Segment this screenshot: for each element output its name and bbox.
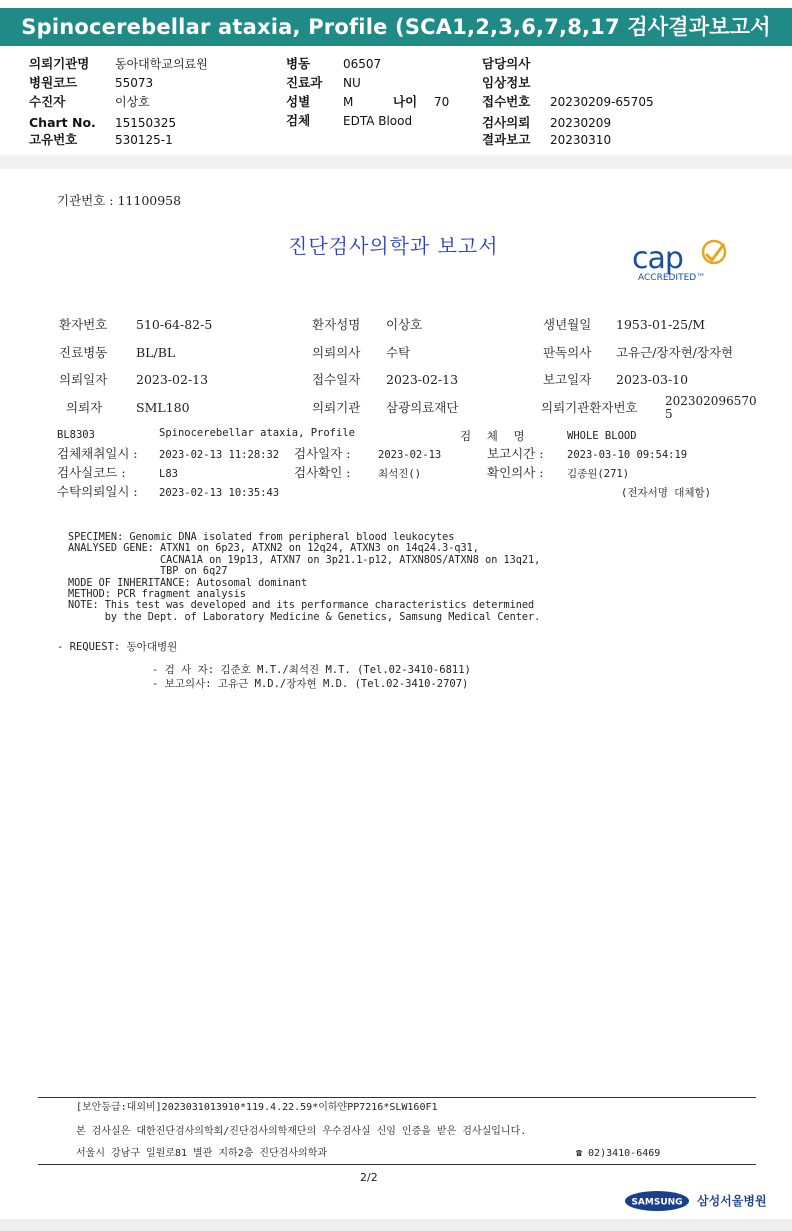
header-value-chart-no: 15150325 <box>115 116 177 130</box>
staff-tester-line: - 검 사 자: 김준호 M.T./최석진 M.T. (Tel.02-3410-6811) <box>152 664 471 676</box>
cap-accredited-text: ACCREDITED™ <box>638 273 706 283</box>
report-heading: 진단검사의학과 보고서 <box>288 234 499 258</box>
test-name: Spinocerebellar ataxia, Profile <box>159 427 355 439</box>
grid-label-patient-no: 환자번호 <box>59 317 108 332</box>
grid-label-request-date: 의뢰일자 <box>59 372 108 387</box>
request-line: - REQUEST: 동아대병원 <box>57 641 178 653</box>
header-label-specimen: 검체 <box>286 113 311 128</box>
report-time-value: 2023-03-10 09:54:19 <box>567 449 688 461</box>
page-number: 2/2 <box>360 1171 378 1184</box>
header-label-patient: 수진자 <box>29 94 66 109</box>
header-value-ward: 06507 <box>343 57 382 71</box>
grid-label-requesting-doctor: 의뢰의사 <box>312 345 361 360</box>
samsung-logo-text: SAMSUNG <box>631 1197 683 1208</box>
verifier-label: 확인의사 : <box>487 465 544 480</box>
body-line-5: MODE OF INHERITANCE: Autosomal dominant <box>68 577 308 589</box>
collect-datetime-label: 검체채취일시 : <box>57 446 138 461</box>
grid-value-birthdate: 1953-01-25/M <box>616 317 706 332</box>
header-label-clinical-info: 임상정보 <box>482 75 531 90</box>
report-time-label: 보고시간 : <box>487 446 544 461</box>
header-value-unique-no: 530125-1 <box>115 133 173 147</box>
grid-label-requesting-institution: 의뢰기관 <box>312 400 361 415</box>
header-label-department: 진료과 <box>286 75 323 90</box>
samsung-logo <box>624 1190 690 1212</box>
header-label-receipt-no: 접수번호 <box>482 94 531 109</box>
receive-datetime-value: 2023-02-13 10:35:43 <box>159 487 280 499</box>
header-value-result-date: 20230310 <box>550 133 612 147</box>
lab-phone: ☎ 02)3410-6469 <box>576 1148 661 1159</box>
test-confirm-label: 검사확인 : <box>294 465 351 480</box>
smc-logo-text: 삼성서울병원 <box>697 1194 767 1208</box>
report-body-text <box>68 532 540 623</box>
grid-value-patient-name: 이상호 <box>386 317 423 332</box>
body-line-2: ANALYSED GENE: ATXN1 on 6p23, ATXN2 on 12q24, ATXN3 on 14q24.3-q31, <box>68 543 479 555</box>
header-value-patient: 이상호 <box>115 95 150 109</box>
grid-value-requester: SML180 <box>136 400 190 415</box>
test-date-label: 검사일자 : <box>294 446 351 461</box>
header-value-department: NU <box>343 76 361 90</box>
header-label-chart-no: Chart No. <box>29 115 96 130</box>
header-label-unique-no: 고유번호 <box>29 132 78 147</box>
test-code: BL8303 <box>57 429 95 441</box>
header-label-result-date: 결과보고 <box>482 132 531 147</box>
header-divider <box>0 155 792 169</box>
grid-value-patient-no: 510-64-82-5 <box>136 317 213 332</box>
cap-accredited-logo <box>630 236 730 284</box>
grid-label-receipt-date: 접수일자 <box>312 372 361 387</box>
page-title: Spinocerebellar ataxia, Profile (SCA1,2,3,6,7,8,17 검사결과보고서 <box>0 8 792 46</box>
grid-value-inst-patient-no-line2: 5 <box>665 407 673 421</box>
bottom-margin <box>0 1219 792 1231</box>
cap-logo-mark: cap <box>632 241 683 276</box>
grid-value-inst-patient-no-line1: 202302096570 <box>665 394 757 408</box>
lab-address: 서울시 강남구 일원로81 별관 지하2층 진단검사의학과 <box>76 1148 328 1159</box>
verifier-value: 김종원(271) <box>567 468 630 480</box>
header-label-request-date: 검사의뢰 <box>482 115 531 130</box>
grid-value-receipt-date: 2023-02-13 <box>386 372 459 387</box>
receive-datetime-label: 수탁의뢰일시 : <box>57 484 138 499</box>
header-value-institution: 동아대학교의료원 <box>115 57 208 71</box>
grid-value-requesting-institution: 삼광의료재단 <box>386 400 459 415</box>
header-value-hospital-code: 55073 <box>115 76 154 90</box>
footer-top-divider <box>38 1097 756 1098</box>
collect-datetime-value: 2023-02-13 11:28:32 <box>159 449 280 461</box>
body-line-1: SPECIMEN: Genomic DNA isolated from peripheral blood leukocytes <box>68 532 455 543</box>
esign-note: (전자서명 대체함) <box>621 487 711 499</box>
grid-label-reading-doctor: 판독의사 <box>543 345 592 360</box>
header-label-age: 나이 <box>393 94 418 109</box>
grid-label-patient-name: 환자성명 <box>312 317 361 332</box>
body-line-7: NOTE: This test was developed and its performance characteristics determined <box>68 600 535 612</box>
specimen-name-value: WHOLE BLOOD <box>567 430 637 442</box>
header-label-doctor: 담당의사 <box>482 56 531 71</box>
footer-bottom-divider <box>38 1164 756 1165</box>
body-line-6: METHOD: PCR fragment analysis <box>68 589 246 601</box>
specimen-name-label: 검 체 명 <box>460 429 531 443</box>
grid-label-report-date: 보고일자 <box>543 372 592 387</box>
header-label-ward: 병동 <box>286 56 311 71</box>
grid-value-ward: BL/BL <box>136 345 176 360</box>
grid-value-requesting-doctor: 수탁 <box>386 345 411 360</box>
grid-label-inst-patient-no: 의뢰기관환자번호 <box>541 400 638 415</box>
grid-label-requester: 의뢰자 <box>66 400 103 415</box>
grid-value-request-date: 2023-02-13 <box>136 372 209 387</box>
body-line-3: CACNA1A on 19p13, ATXN7 on 3p21.1-p12, ATXN8OS/ATXN8 on 13q21, <box>68 554 541 566</box>
test-date-value: 2023-02-13 <box>378 449 442 461</box>
grid-label-ward: 진료병동 <box>59 345 108 360</box>
header-value-request-date: 20230209 <box>550 116 612 130</box>
test-confirm-value: 최석진() <box>378 468 422 480</box>
staff-reporter-line: - 보고의사: 고유근 M.D./장자현 M.D. (Tel.02-3410-2707) <box>152 678 469 690</box>
body-line-8: by the Dept. of Laboratory Medicine & Genetics, Samsung Medical Center. <box>68 611 541 623</box>
certification-note: 본 검사실은 대한진단검사의학회/진단검사의학재단의 우수검사실 신임 인증을 받은 검사실입니다. <box>76 1126 527 1137</box>
institution-number: 기관번호 : 11100958 <box>57 193 182 208</box>
grid-value-report-date: 2023-03-10 <box>616 372 689 387</box>
body-line-4: TBP on 6q27 <box>68 566 228 578</box>
grid-label-birthdate: 생년월일 <box>543 317 592 332</box>
header-value-sex: M <box>343 95 354 109</box>
header-label-hospital-code: 병원코드 <box>29 75 78 90</box>
header-value-age: 70 <box>434 95 450 109</box>
header-label-sex: 성별 <box>286 94 311 109</box>
grid-value-reading-doctor: 고유근/장자현/장자현 <box>616 345 734 360</box>
header-value-specimen: EDTA Blood <box>343 114 413 128</box>
lab-code-label: 검사실코드 : <box>57 465 126 480</box>
lab-code-value: L83 <box>159 468 178 480</box>
header-value-receipt-no: 20230209-65705 <box>550 95 654 109</box>
title-bar <box>0 0 792 50</box>
header-label-institution: 의뢰기관명 <box>29 56 90 71</box>
security-line: [보안등급:대외비]2023031013910*119.4.22.59*이하얀PP7216*SLW160F1 <box>76 1102 438 1113</box>
